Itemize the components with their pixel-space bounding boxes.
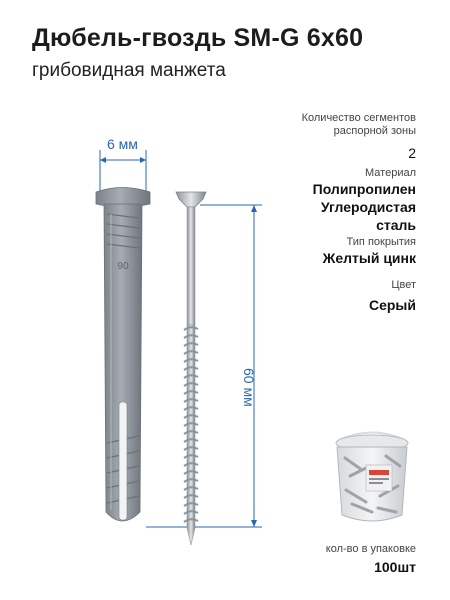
width-dimension-label: 6 мм bbox=[107, 136, 138, 152]
length-dimension-label: 60 мм bbox=[241, 368, 257, 407]
dowel-marking: 06 bbox=[117, 259, 129, 270]
spec-coating-value: Желтый цинк bbox=[322, 250, 416, 266]
spec-segments-label-line2: распорной зоны bbox=[333, 125, 416, 137]
dowel-illustration bbox=[96, 188, 150, 522]
spec-segments-label-line1: Количество сегментов bbox=[301, 112, 416, 124]
spec-segments-value: 2 bbox=[408, 145, 416, 161]
spec-material-label: Материал bbox=[365, 167, 416, 179]
spec-color-label: Цвет bbox=[391, 279, 416, 291]
spec-color-value: Серый bbox=[368, 297, 416, 313]
spec-segments bbox=[302, 112, 416, 162]
spec-material-value-line1: Полипропилен bbox=[312, 181, 416, 197]
packaging-bucket-image bbox=[336, 433, 408, 522]
spec-coating-label: Тип покрытия bbox=[346, 236, 416, 248]
product-subtitle: грибовидная манжета bbox=[32, 60, 226, 81]
product-title: Дюбель-гвоздь SM-G 6х60 bbox=[32, 24, 364, 52]
spec-package-value: 100шт bbox=[374, 559, 416, 575]
spec-material-value-line2: Углеродистая bbox=[320, 199, 416, 215]
spec-coating bbox=[323, 236, 416, 267]
screw-illustration bbox=[176, 192, 206, 545]
spec-color bbox=[369, 279, 416, 314]
length-dimension bbox=[146, 205, 262, 527]
spec-package bbox=[326, 543, 416, 576]
spec-package-label: кол-во в упаковке bbox=[325, 543, 416, 555]
spec-material-value-line3: сталь bbox=[376, 217, 416, 233]
spec-material bbox=[313, 167, 416, 234]
